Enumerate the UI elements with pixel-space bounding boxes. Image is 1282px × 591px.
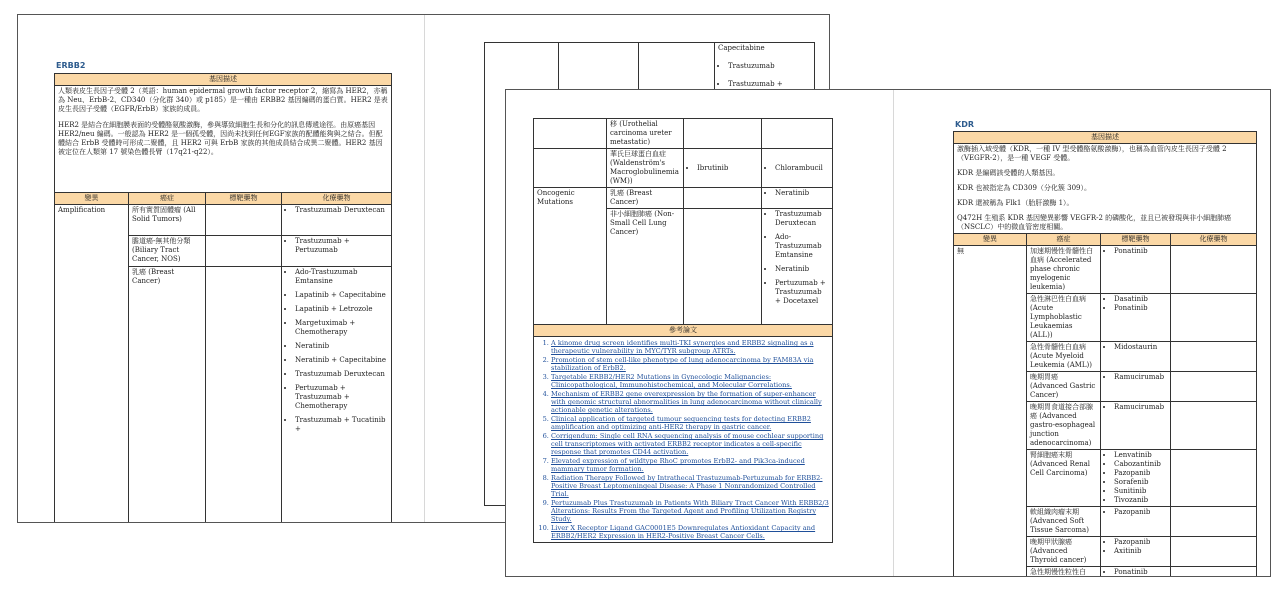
- erbb2-gene-table: [54, 73, 391, 523]
- target-cell: [1101, 372, 1171, 402]
- gene-description: [954, 144, 1257, 234]
- table-row: [534, 149, 833, 188]
- chemo-cell: [1171, 246, 1257, 294]
- column-header: 化療藥物: [282, 193, 392, 205]
- chemo-cell: [762, 209, 833, 325]
- drug-item: • Ado-Trastuzumab Emtansine: [295, 268, 388, 286]
- drug-item: • Lapatinib + Letrozole: [295, 305, 388, 314]
- cancer-cell: 所有實質固體瘤 (All Solid Tumors): [129, 205, 206, 236]
- drug-item: • Pazopanib: [1114, 508, 1167, 517]
- drug-item: • Sorafenib: [1114, 478, 1167, 487]
- target-cell: [206, 267, 282, 524]
- reference-link[interactable]: 10. Liver X Receptor Ligand GAC0001E5 Downregulates Antioxidant Capacity and ERBB2/HER2 Expression in HER2-Positive Breast Cancer Cells.: [551, 524, 829, 540]
- cancer-cell: 加速期慢性骨髓性白血病 (Accelerated phase chronic myelogenic leukemia): [1027, 246, 1101, 294]
- chemo-cell: [762, 119, 833, 149]
- target-cell: [684, 119, 762, 149]
- drug-item: • Neratinib: [295, 342, 388, 351]
- reference-link[interactable]: 2. Promotion of stem cell-like phenotype of lung adenocarcinoma by FAM83A via stabilization of ErbB2.: [551, 356, 829, 372]
- cancer-cell: 非小細胞肺癌 (Non-Small Cell Lung Cancer): [607, 209, 684, 325]
- variant-cell: [534, 149, 607, 188]
- reference-link[interactable]: 1. A kinome drug screen identifies multi-TKI synergies and ERBB2 signaling as a therapeutic vulnerability in MYC/TYR subgroup ATRTs.: [551, 339, 829, 355]
- variant-cell: [534, 119, 607, 149]
- cancer-cell: 急性骨髓性白血病 (Acute Myeloid Leukemia (AML)): [1027, 342, 1101, 372]
- drug-item: • Ponatinib: [1114, 568, 1167, 577]
- chemo-cell: [1171, 507, 1257, 537]
- reference-link[interactable]: 4. Mechanism of ERBB2 gene overexpression by the formation of super-enhancer with genomic structural abnormalities in lung adenocarcinoma without clinically actionable genetic alterations.: [551, 390, 829, 414]
- table-row: [534, 119, 833, 149]
- target-cell: [1101, 402, 1171, 450]
- target-cell: [1101, 507, 1171, 537]
- drug-item: • Lapatinib + Capecitabine: [295, 291, 388, 300]
- cancer-cell: 乳癌 (Breast Cancer): [129, 267, 206, 524]
- drug-item: Capecitabine: [718, 44, 765, 52]
- table-row: [954, 246, 1257, 294]
- column-header: 變異: [954, 234, 1027, 246]
- page-kdr: [505, 89, 1271, 577]
- table-row: [55, 205, 392, 236]
- cancer-cell: 晚期胃食道接合部腺癌 (Advanced gastro-esophageal junction adenocarcinoma): [1027, 402, 1101, 450]
- drug-item: • Ponatinib: [1114, 304, 1167, 313]
- drug-item: • Ramucirumab: [1114, 403, 1167, 412]
- column-header: 標靶藥物: [206, 193, 282, 205]
- drug-item: • Lenvatinib: [1114, 451, 1167, 460]
- drug-item: • Ibrutinib: [697, 164, 758, 173]
- reference-link[interactable]: 8. Radiation Therapy Followed by Intrathecal Trastuzumab-Pertuzumab for ERBB2-Positive Breast Leptomeningeal Disease: A Phase 1 Nonrandomized Controlled Trial.: [551, 474, 829, 498]
- chemo-cell: [762, 188, 833, 209]
- references-header: 參考論文: [534, 325, 833, 337]
- target-cell: [684, 149, 762, 188]
- target-cell: [1101, 246, 1171, 294]
- erbb2-table-continuation: [533, 118, 832, 543]
- column-header: 變異: [55, 193, 129, 205]
- drug-item: • Trastuzumab +: [728, 80, 811, 89]
- chemo-cell: [1171, 294, 1257, 342]
- cancer-cell: 移 (Urothelial carcinoma ureter metastatic): [607, 119, 684, 149]
- gene-description-paragraph: 激酶插入域受體（KDR，一種 IV 型受體酪氨酸激酶），也稱為血管內皮生長因子受體 2（VEGFR-2），是一種 VEGF 受體。: [957, 145, 1227, 162]
- gene-description: [55, 86, 392, 193]
- drug-item: • Tivozanib: [1114, 496, 1167, 505]
- drug-item: • Neratinib: [775, 189, 829, 198]
- target-cell: [684, 188, 762, 209]
- target-cell: [1101, 537, 1171, 567]
- chemo-cell: [1171, 372, 1257, 402]
- drug-item: • Ado-Trastuzumab Emtansine: [775, 233, 829, 260]
- page-fold: [893, 90, 894, 576]
- page-fold: [424, 15, 425, 522]
- drug-item: • Trastuzumab: [728, 62, 811, 71]
- chemo-cell: [282, 267, 392, 524]
- gene-description-paragraph: KDR 也被指定為 CD309（分化簇 309）。: [957, 184, 1091, 192]
- column-header: 癌症: [129, 193, 206, 205]
- drug-item: • Pazopanib: [1114, 538, 1167, 547]
- gene-description-paragraph: HER2 是結合在細胞膜表面的受體酪氨酸激酶，參與導致細胞生長和分化的訊息傳遞途徑。由原癌基因 HER2/neu 編碼。一般認為 HER2 是一個孤受體，因尚未找到任何EGF家族的配體能夠與之結合。但配體結合 ErbB 受體時可形成二聚體，且 HER2 可與 ErbB 家族的其他成員結合成異二聚體。HER2 基因被定位在人類第 17 號染色體長臂（17q21-q22）。: [58, 121, 383, 156]
- cancer-cell: 軟組織肉瘤末期 (Advanced Soft Tissue Sarcoma): [1027, 507, 1101, 537]
- gene-description-paragraph: KDR 還被稱為 Flk1（胎肝激酶 1）。: [957, 199, 1074, 207]
- drug-item: • Pazopanib: [1114, 469, 1167, 478]
- column-header: 化療藥物: [1171, 234, 1257, 246]
- target-cell: [206, 236, 282, 267]
- drug-item: • Trastuzumab Deruxtecan: [295, 206, 388, 215]
- cancer-cell: 腎細胞癌末期 (Advanced Renal Cell Carcinoma): [1027, 450, 1101, 507]
- target-cell: [1101, 450, 1171, 507]
- gene-description-paragraph: 人類表皮生長因子受體 2（英語：human epidermal growth factor receptor 2，縮寫為 HER2，亦稱為 Neu、ErbB-2、CD340（分化群 340）或 p185）是一種由 ERBB2 基因編碼的蛋白質。HER2 是表皮生長因子受體（EGFR/ErbB）家族的成員。: [58, 87, 388, 113]
- chemo-cell: [1171, 402, 1257, 450]
- drug-item: • Trastuzumab + Pertuzumab: [295, 237, 388, 255]
- drug-item: • Trastuzumab Deruxtecan: [775, 210, 829, 228]
- chemo-cell: [762, 149, 833, 188]
- drug-item: • Trastuzumab + Tucatinib +: [295, 416, 388, 434]
- drug-item: • Chlorambucil: [775, 164, 829, 173]
- target-cell: [206, 205, 282, 236]
- drug-item: • Pertuzumab + Trastuzumab + Docetaxel: [775, 279, 829, 306]
- target-cell: [1101, 567, 1171, 578]
- gene-description-paragraph: KDR 是編碼該受體的人類基因。: [957, 169, 1060, 177]
- cancer-cell: 晚期胃癌 (Advanced Gastric Cancer): [1027, 372, 1101, 402]
- cancer-cell: 晚期甲狀腺癌 (Advanced Thyroid cancer): [1027, 537, 1101, 567]
- drug-item: • Axitinib: [1114, 547, 1167, 556]
- reference-link[interactable]: 7. Elevated expression of wildtype RhoC promotes ErbB2- and Pik3ca-induced mammary tumor formation.: [551, 457, 829, 473]
- chemo-cell: [1171, 567, 1257, 578]
- references-list: [534, 337, 833, 543]
- drug-item: • Ponatinib: [1114, 247, 1167, 256]
- drug-item: • Ramucirumab: [1114, 373, 1167, 382]
- cancer-cell: 急性淋巴性白血病 (Acute Lymphoblastic Leukaemias (ALL)): [1027, 294, 1101, 342]
- gene-description-paragraph: Q472H 生殖系 KDR 基因變異影響 VEGFR-2 的磷酸化，並且已被發現與非小細胞肺癌（NSCLC）中的微血管密度相關。: [957, 214, 1232, 231]
- chemo-cell: [1171, 450, 1257, 507]
- cancer-cell: 膽道癌-無其他分類 (Biliary Tract Cancer, NOS): [129, 236, 206, 267]
- target-cell: [1101, 294, 1171, 342]
- gene-description-header: 基因描述: [55, 74, 392, 86]
- drug-item: • Dasatinib: [1114, 295, 1167, 304]
- drug-item: • Pertuzumab + Trastuzumab + Chemotherapy: [295, 384, 388, 411]
- chemo-cell: [282, 236, 392, 267]
- gene-title-erbb2: ERBB2: [56, 61, 86, 70]
- chemo-cell: [1171, 342, 1257, 372]
- variant-cell: Oncogenic Mutations: [534, 188, 607, 325]
- reference-link[interactable]: 3. Targetable ERBB2/HER2 Mutations in Gynecologic Malignancies: Clinicopathological, Immunohistochemical, and Molecular Correlations.: [551, 373, 829, 389]
- chemo-cell: [282, 205, 392, 236]
- drug-item: • Trastuzumab Deruxtecan: [295, 370, 388, 379]
- variant-cell: 無: [954, 246, 1027, 578]
- drug-item: • Cabozantinib: [1114, 460, 1167, 469]
- gene-description-header: 基因描述: [954, 132, 1257, 144]
- drug-item: • Margetuximab + Chemotherapy: [295, 319, 388, 337]
- target-cell: [1101, 342, 1171, 372]
- target-cell: [684, 209, 762, 325]
- reference-link[interactable]: 5. Clinical application of targeted tumour sequencing tests for detecting ERBB2 amplification and optimizing anti-HER2 therapy in gastric cancer.: [551, 415, 829, 431]
- cancer-cell: 華氏巨球蛋白血症 (Waldenström's Macroglobulinemia (WM)): [607, 149, 684, 188]
- drug-item: • Neratinib: [775, 265, 829, 274]
- kdr-gene-table: [953, 131, 1256, 577]
- reference-link[interactable]: 6. Corrigendum: Single cell RNA sequencing analysis of mouse cochlear supporting cell transcriptomes with activated ERBB2 receptor indicates a cell-specific response that promotes CD44 activation.: [551, 432, 829, 456]
- column-header: 標靶藥物: [1101, 234, 1171, 246]
- chemo-cell: [1171, 537, 1257, 567]
- reference-link[interactable]: 9. Pertuzumab Plus Trastuzumab in Patients With Biliary Tract Cancer With ERBB2/3 Alterations: Results From the Targeted Agent and Profiling Utilization Registry Study.: [551, 499, 829, 523]
- cancer-cell: 乳癌 (Breast Cancer): [607, 188, 684, 209]
- drug-item: • Neratinib + Capecitabine: [295, 356, 388, 365]
- drug-item: • Sunitinib: [1114, 487, 1167, 496]
- gene-title-kdr: KDR: [955, 120, 974, 129]
- column-header: 癌症: [1027, 234, 1101, 246]
- drug-item: • Midostaurin: [1114, 343, 1167, 352]
- table-row: [534, 188, 833, 209]
- variant-cell: Amplification: [55, 205, 129, 524]
- cancer-cell: 急性期慢性粒性白: [1027, 567, 1101, 578]
